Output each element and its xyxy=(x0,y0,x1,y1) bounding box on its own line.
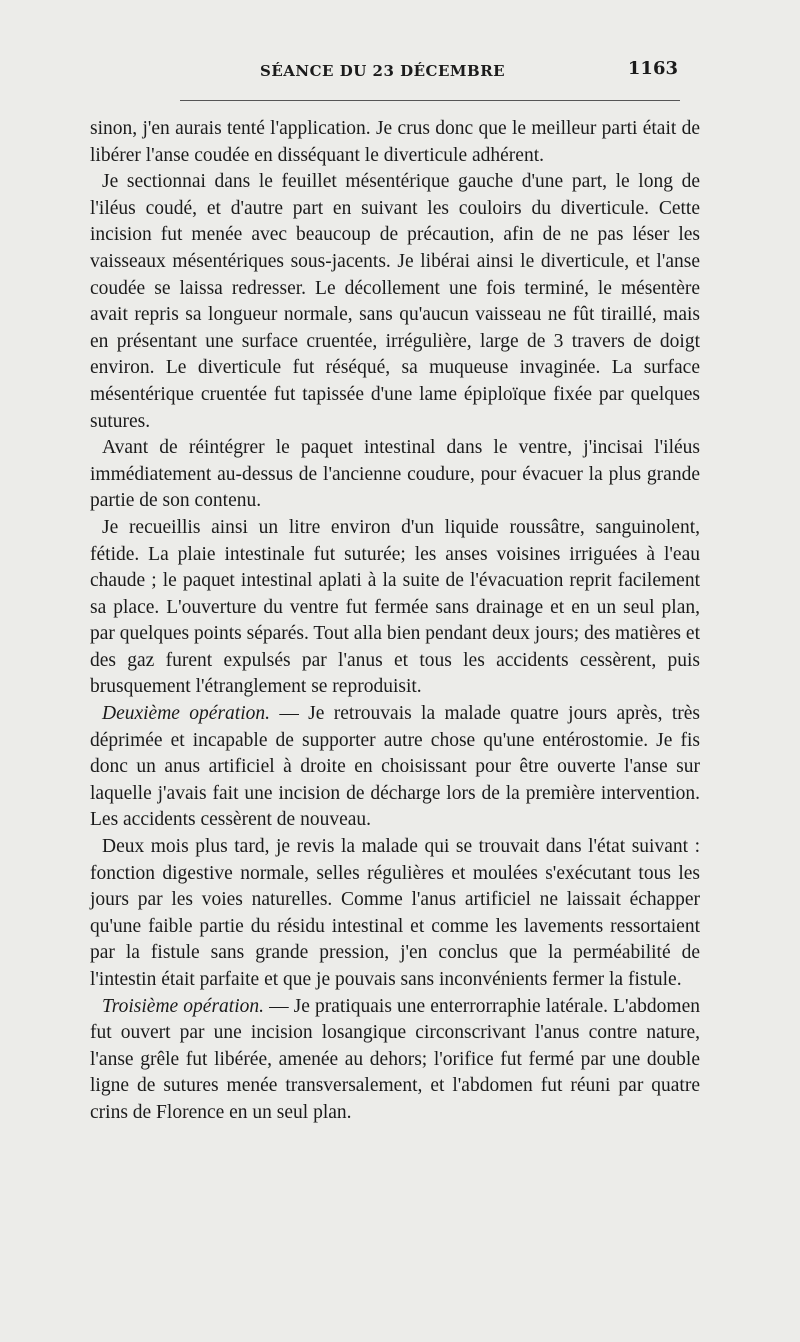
header-rule xyxy=(180,100,680,101)
page-header xyxy=(78,58,682,86)
paragraph-5-text: — Je retrouvais la malade quatre jours après, très déprimée et incapable de supporter autre chose qu'une entérostomie. Je fis donc un anus artificiel à droite en choisissant pour être ouverte l'anse sur laquelle j'avais fait une incision de décharge lors de la première intervention. Les accidents cessèrent de nouveau. xyxy=(90,703,700,831)
paragraph-7 xyxy=(90,994,700,1127)
running-title: SÉANCE DU 23 DÉCEMBRE xyxy=(260,62,506,80)
body-text xyxy=(90,116,700,1127)
paragraph-4: Je recueillis ainsi un litre environ d'un liquide roussâtre, sanguinolent, fétide. La plaie intestinale fut suturée; les anses voisines irriguées à l'eau chaude ; le paquet intestinal aplati à la suite de l'évacuation reprit facilement sa place. L'ouverture du ventre fut fermée sans drainage et en un seul plan, par quelques points séparés. Tout alla bien pendant deux jours; des matières et des gaz furent expulsés par l'anus et tous les accidents cessèrent, puis brusquement l'étranglement se reproduisit. xyxy=(90,516,700,698)
page-number: 1163 xyxy=(627,58,678,79)
paragraph-2: Je sectionnai dans le feuillet mésentérique gauche d'une part, le long de l'iléus coudé, et d'autre part en suivant les couloirs du diverticule. Cette incision fut menée avec beaucoup de précaution, afin de ne pas léser les vaisseaux mésentériques sous-jacents. Je libérai ainsi le diverticule, et l'anse coudée se laissa redresser. Le décollement une fois terminé, le mésentère avait repris sa longueur normale, sans qu'aucun vaisseau ne fût tiraillé, mais en présentant une surface cruentée, irrégulière, large de 3 travers de doigt environ. Le diverticule fut réséqué, sa muqueuse invaginée. La surface mésentérique cruentée fut tapissée d'une lame épiploïque fixée par quelques sutures. xyxy=(90,171,700,432)
section-heading-troisieme-operation: Troisième opération. xyxy=(102,995,264,1017)
section-heading-deuxieme-operation: Deuxième opération. xyxy=(102,703,270,725)
paragraph-6: Deux mois plus tard, je revis la malade qui se trouvait dans l'état suivant : fonction digestive normale, selles régulières et moulées s'exécutant tous les jours par les voies naturelles. Comme l'anus artificiel ne laissait échapper qu'une faible partie du résidu intestinal et comme les lavements ressortaient par la fistule sans grande pression, j'en conclus que la perméabilité de l'intestin était parfaite et que je pouvais sans inconvénients fermer la fistule. xyxy=(90,836,700,990)
paragraph-5 xyxy=(90,701,700,834)
paragraph-3: Avant de réintégrer le paquet intestinal dans le ventre, j'incisai l'iléus immédiatement au-dessus de l'ancienne coudure, pour évacuer la plus grande partie de son contenu. xyxy=(90,437,700,512)
paragraph-7-text: — Je pratiquais une enterrorraphie latérale. L'abdomen fut ouvert par une incision losangique circonscrivant l'anus contre nature, l'anse grêle fut libérée, amenée au dehors; l'orifice fut fermé par une double ligne de sutures menée transversalement, et l'abdomen fut réuni par quatre crins de Florence en un seul plan. xyxy=(90,995,700,1123)
paragraph-1: sinon, j'en aurais tenté l'application. Je crus donc que le meilleur parti était de libérer l'anse coudée en disséquant le diverticule adhérent. xyxy=(90,118,700,166)
